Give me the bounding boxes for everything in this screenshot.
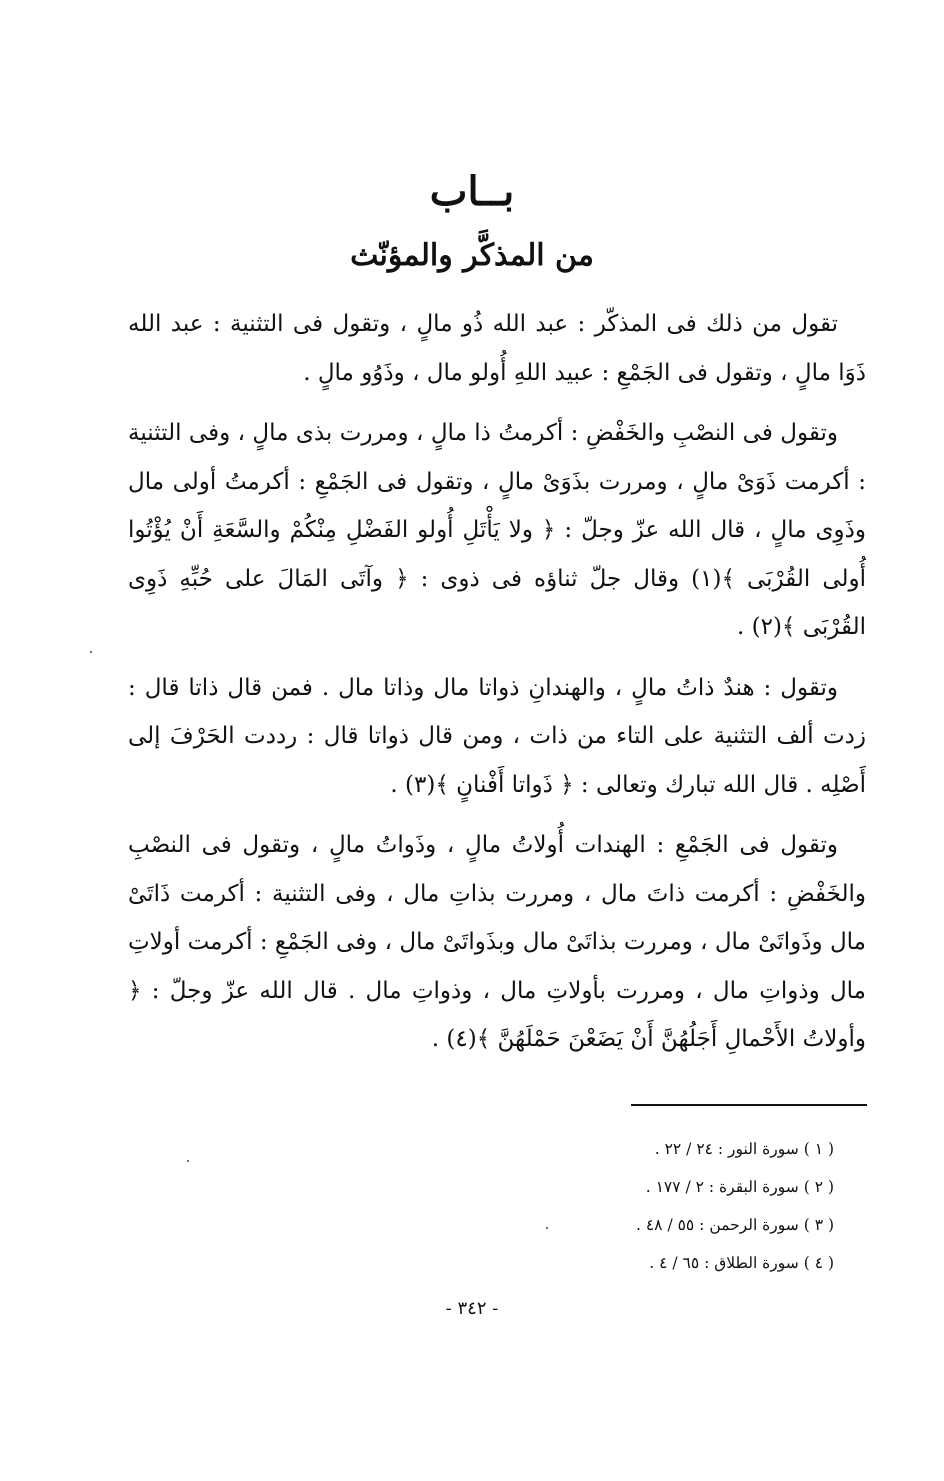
scan-speck: [187, 1160, 189, 1162]
page-number: - ٣٤٢ -: [445, 1298, 499, 1319]
chapter-heading: بــاب: [429, 168, 515, 215]
scan-speck: [90, 651, 92, 653]
main-text: [128, 300, 866, 1076]
footnotes: [434, 1130, 834, 1282]
paragraph: تقول من ذلك فى المذكّر : عبد الله ذُو مالٍ ، وتقول فى التثنية : عبد الله ذَوَا مالٍ ، وتقول فى الجَمْعِ : عبيد اللهِ أُولو مال ، وذَوُو مالٍ .: [128, 311, 866, 386]
footnote: ( ٤ ) سورة الطلاق : ٦٥ / ٤ .: [649, 1254, 834, 1272]
chapter-subtitle: من المذكَّر والمؤنّث: [350, 238, 594, 273]
footnote-divider: [631, 1104, 867, 1106]
footnote: ( ٣ ) سورة الرحمن : ٥٥ / ٤٨ .: [636, 1216, 834, 1234]
paragraph: وتقول فى الجَمْعِ : الهندات أُولاتُ مالٍ ، وذَواتُ مالٍ ، وتقول فى النصْبِ والخَفْضِ : أكرمت ذاتَ مال ، ومررت بذاتِ مال ، وفى التثنية : أكرمت ذَاتَىْ مال وذَواتَىْ مال ، ومررت بذاتَىْ مال وبذَواتَىْ مال ، وفى الجَمْعِ : أكرمت أولاتِ مال وذواتِ مال ، ومررت بأولاتِ مال ، وذواتِ مال . قال الله عزّ وجلّ : ﴿ وأولاتُ الأَحْمالِ أَجَلُهُنَّ أَنْ يَضَعْنَ حَمْلَهُنَّ ﴾(٤) .: [128, 832, 866, 1052]
paragraph: وتقول فى النصْبِ والخَفْضِ : أكرمتُ ذا مالٍ ، ومررت بذى مالٍ ، وفى التثنية : أكرمت ذَوَىْ مالٍ ، ومررت بذَوَىْ مالٍ ، وتقول فى الجَمْعِ : أكرمتُ أولى مال وذَوِى مالٍ ، قال الله عزّ وجلّ : ﴿ ولا يَأْتَلِ أُولو الفَضْلِ مِنْكُمْ والسَّعَةِ أَنْ يُؤْتُوا أُولى القُرْبَى ﴾(١) وقال جلّ ثناؤه فى ذوى : ﴿ وآتَى المَالَ على حُبِّهِ ذَوِى القُرْبَى ﴾(٢) .: [128, 420, 866, 640]
scan-speck: [546, 1227, 548, 1229]
footnote: ( ١ ) سورة النور : ٢٤ / ٢٢ .: [654, 1140, 834, 1158]
footnote: ( ٢ ) سورة البقرة : ٢ / ١٧٧ .: [645, 1178, 834, 1196]
paragraph: وتقول : هندٌ ذاتُ مالٍ ، والهندانِ ذواتا مال وذاتا مال . فمن قال ذاتا قال : زدت ألف التثنية على التاء من ذات ، ومن قال ذواتا قال : رددت الحَرْفَ إلى أَصْلِه . قال الله تبارك وتعالى : ﴿ ذَواتا أَفْنانٍ ﴾(٣) .: [128, 674, 866, 798]
